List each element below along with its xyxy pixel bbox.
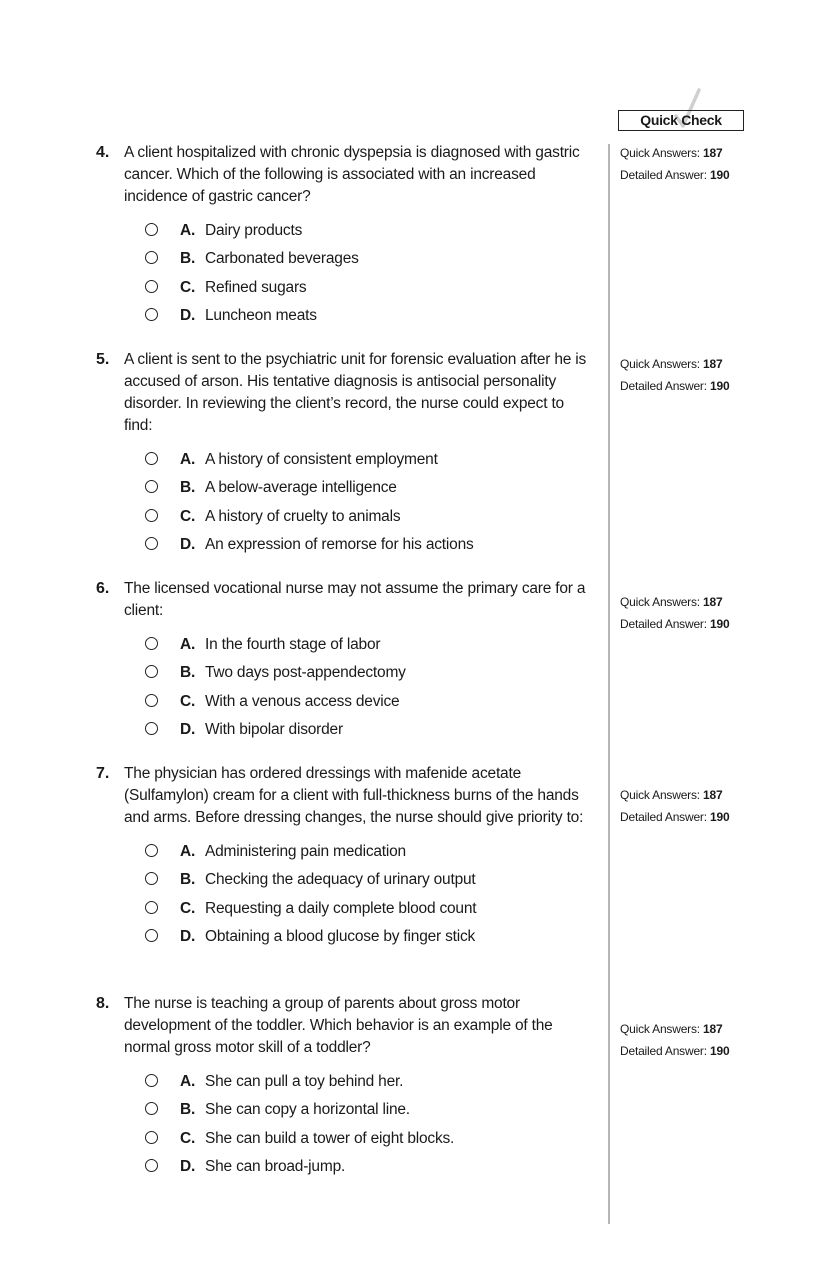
choice-text: A history of cruelty to animals bbox=[205, 507, 401, 525]
question-text: The nurse is teaching a group of parents about gross motor development of the toddler. Which behavior is an example of the normal gross motor skill of a toddler? bbox=[124, 995, 553, 1056]
radio-circle-icon[interactable] bbox=[145, 665, 158, 678]
quick-answers-page[interactable]: 187 bbox=[703, 788, 723, 802]
choice-letter: C. bbox=[180, 1129, 196, 1147]
radio-circle-icon[interactable] bbox=[145, 872, 158, 885]
choice-letter: D. bbox=[180, 536, 196, 554]
radio-circle-icon[interactable] bbox=[145, 1159, 158, 1172]
quick-answers-label: Quick Answers: bbox=[620, 595, 700, 609]
choice-letter: D. bbox=[180, 721, 196, 739]
choice-letter: A. bbox=[180, 1073, 196, 1090]
radio-circle-icon[interactable] bbox=[145, 1102, 158, 1115]
radio-circle-icon[interactable] bbox=[145, 722, 158, 735]
quick-answers-label: Quick Answers: bbox=[620, 788, 700, 802]
choice-text: Administering pain medication bbox=[205, 843, 406, 860]
detailed-answer-label: Detailed Answer: bbox=[620, 616, 707, 631]
radio-circle-icon[interactable] bbox=[145, 480, 158, 493]
choice-text: Requesting a daily complete blood count bbox=[205, 899, 477, 917]
radio-circle-icon[interactable] bbox=[145, 1074, 158, 1087]
choice-d[interactable] bbox=[96, 305, 596, 333]
quick-answers-label: Quick Answers: bbox=[620, 1022, 700, 1036]
choice-b[interactable] bbox=[96, 1099, 596, 1127]
choice-letter: B. bbox=[180, 250, 196, 268]
question-text: A client hospitalized with chronic dyspepsia is diagnosed with gastric cancer. Which of the following is associated with an increased incidence of gastric cancer? bbox=[124, 144, 580, 205]
choice-text: In the fourth stage of labor bbox=[205, 636, 381, 653]
radio-circle-icon[interactable] bbox=[145, 223, 158, 236]
quick-check-title: Quick Check bbox=[618, 110, 744, 131]
choice-letter: B. bbox=[180, 1101, 196, 1119]
choice-a[interactable] bbox=[96, 841, 596, 869]
answer-reference-8 bbox=[620, 1019, 729, 1062]
choice-c[interactable] bbox=[96, 1128, 596, 1156]
choice-text: A below-average intelligence bbox=[205, 479, 397, 497]
choice-list bbox=[96, 220, 596, 334]
question-text: A client is sent to the psychiatric unit for forensic evaluation after he is accused of arson. His tentative diagnosis is antisocial personality disorder. In reviewing the client’s record, the nurse could expect to find: bbox=[124, 351, 587, 434]
detailed-answer-label: Detailed Answer: bbox=[620, 1043, 707, 1058]
answer-reference-5 bbox=[620, 354, 729, 397]
choice-text: Checking the adequacy of urinary output bbox=[205, 871, 476, 889]
question-number: 6. bbox=[96, 580, 110, 597]
question-number: 4. bbox=[96, 144, 110, 161]
detailed-answer-label: Detailed Answer: bbox=[620, 809, 707, 824]
answer-reference-4 bbox=[620, 143, 729, 186]
question-number: 5. bbox=[96, 351, 110, 368]
choice-text: Refined sugars bbox=[205, 278, 307, 296]
choice-letter: B. bbox=[180, 479, 196, 497]
question-text: The licensed vocational nurse may not assume the primary care for a client: bbox=[124, 580, 586, 619]
radio-circle-icon[interactable] bbox=[145, 637, 158, 650]
choice-d[interactable] bbox=[96, 926, 596, 954]
choice-text: She can broad-jump. bbox=[205, 1158, 346, 1176]
choice-text: With a venous access device bbox=[205, 692, 400, 710]
choice-b[interactable] bbox=[96, 477, 596, 505]
choice-letter: D. bbox=[180, 1158, 196, 1176]
choice-a[interactable] bbox=[96, 634, 596, 662]
choice-letter: A. bbox=[180, 451, 196, 468]
radio-circle-icon[interactable] bbox=[145, 694, 158, 707]
radio-circle-icon[interactable] bbox=[145, 929, 158, 942]
radio-circle-icon[interactable] bbox=[145, 308, 158, 321]
quick-answers-page[interactable]: 187 bbox=[703, 146, 723, 160]
quick-answers-label: Quick Answers: bbox=[620, 146, 700, 160]
radio-circle-icon[interactable] bbox=[145, 509, 158, 522]
choice-b[interactable] bbox=[96, 869, 596, 897]
radio-circle-icon[interactable] bbox=[145, 901, 158, 914]
answer-reference-6 bbox=[620, 592, 729, 635]
choice-letter: C. bbox=[180, 899, 196, 917]
choice-b[interactable] bbox=[96, 662, 596, 690]
choice-c[interactable] bbox=[96, 691, 596, 719]
question-4 bbox=[96, 142, 596, 334]
detailed-answer-label: Detailed Answer: bbox=[620, 378, 707, 393]
choice-text: Dairy products bbox=[205, 222, 303, 239]
choice-d[interactable] bbox=[96, 719, 596, 747]
choice-list bbox=[96, 1071, 596, 1185]
radio-circle-icon[interactable] bbox=[145, 537, 158, 550]
choice-text: With bipolar disorder bbox=[205, 721, 343, 739]
choice-text: A history of consistent employment bbox=[205, 451, 438, 468]
choice-list bbox=[96, 841, 596, 955]
radio-circle-icon[interactable] bbox=[145, 280, 158, 293]
choice-d[interactable] bbox=[96, 1156, 596, 1184]
question-7 bbox=[96, 763, 596, 955]
choice-text: Obtaining a blood glucose by finger stick bbox=[205, 928, 476, 946]
choice-letter: C. bbox=[180, 692, 196, 710]
choice-text: Carbonated beverages bbox=[205, 250, 359, 268]
choice-text: Two days post-appendectomy bbox=[205, 664, 406, 682]
choice-letter: A. bbox=[180, 843, 196, 860]
choice-letter: C. bbox=[180, 507, 196, 525]
radio-circle-icon[interactable] bbox=[145, 1131, 158, 1144]
question-6 bbox=[96, 578, 596, 748]
sidebar-divider bbox=[608, 144, 610, 1224]
choice-text: She can copy a horizontal line. bbox=[205, 1101, 410, 1119]
choice-a[interactable] bbox=[96, 449, 596, 477]
radio-circle-icon[interactable] bbox=[145, 844, 158, 857]
question-5 bbox=[96, 349, 596, 563]
choice-letter: D. bbox=[180, 307, 196, 325]
question-number: 7. bbox=[96, 765, 110, 782]
choice-letter: B. bbox=[180, 664, 196, 682]
choice-text: Luncheon meats bbox=[205, 307, 317, 325]
choice-text: An expression of remorse for his actions bbox=[205, 536, 474, 554]
question-number: 8. bbox=[96, 995, 110, 1012]
choice-c[interactable] bbox=[96, 506, 596, 534]
choice-list bbox=[96, 449, 596, 563]
choice-b[interactable] bbox=[96, 248, 596, 276]
choice-a[interactable] bbox=[96, 220, 596, 248]
choice-c[interactable] bbox=[96, 277, 596, 305]
radio-circle-icon[interactable] bbox=[145, 251, 158, 264]
detailed-answer-page[interactable]: 190 bbox=[710, 1043, 730, 1058]
quick-answers-page[interactable]: 187 bbox=[703, 357, 723, 371]
choice-d[interactable] bbox=[96, 534, 596, 562]
detailed-answer-page[interactable]: 190 bbox=[710, 809, 730, 824]
quick-answers-page[interactable]: 187 bbox=[703, 1022, 723, 1036]
choice-letter: C. bbox=[180, 278, 196, 296]
detailed-answer-page[interactable]: 190 bbox=[710, 616, 730, 631]
quick-answers-page[interactable]: 187 bbox=[703, 595, 723, 609]
choice-letter: A. bbox=[180, 636, 196, 653]
choice-c[interactable] bbox=[96, 898, 596, 926]
choice-letter: B. bbox=[180, 871, 196, 889]
choice-text: She can pull a toy behind her. bbox=[205, 1073, 404, 1090]
detailed-answer-page[interactable]: 190 bbox=[710, 167, 730, 182]
question-text: The physician has ordered dressings with mafenide acetate (Sulfamylon) cream for a client with full-thickness burns of the hands and arms. Before dressing changes, the nurse should give priority to: bbox=[124, 765, 584, 826]
choice-list bbox=[96, 634, 596, 748]
detailed-answer-page[interactable]: 190 bbox=[710, 378, 730, 393]
detailed-answer-label: Detailed Answer: bbox=[620, 167, 707, 182]
question-8 bbox=[96, 993, 596, 1185]
radio-circle-icon[interactable] bbox=[145, 452, 158, 465]
answer-reference-7 bbox=[620, 785, 729, 828]
quick-answers-label: Quick Answers: bbox=[620, 357, 700, 371]
choice-letter: D. bbox=[180, 928, 196, 946]
choice-letter: A. bbox=[180, 222, 196, 239]
choice-a[interactable] bbox=[96, 1071, 596, 1099]
choice-text: She can build a tower of eight blocks. bbox=[205, 1129, 455, 1147]
